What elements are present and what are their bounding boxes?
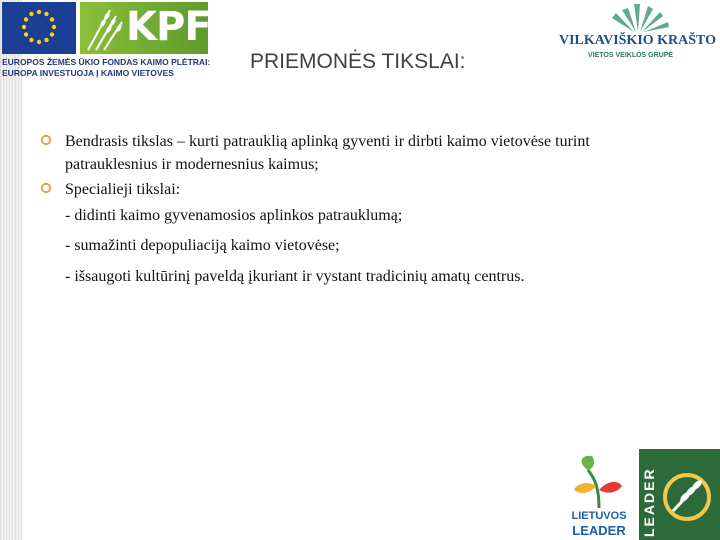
- bullet-special-goals: [40, 178, 600, 201]
- leader-emblem-icon: [661, 459, 717, 529]
- eu-kpf-logo: [0, 0, 211, 80]
- sprout-icon: [566, 450, 632, 510]
- ring-bullet-icon: [40, 182, 52, 194]
- lt-leader-line2: LEADER: [572, 523, 626, 538]
- leader-vertical-text: LEADER: [641, 467, 657, 537]
- bullet-text: Specialieji tikslai:: [65, 181, 181, 198]
- sunrise-icon: [556, 0, 720, 34]
- left-margin-decoration: [0, 0, 22, 540]
- slide-title: PRIEMONĖS TIKSLAI:: [250, 50, 466, 73]
- partner-name: VILKAVIŠKIO KRAŠTO: [559, 33, 717, 48]
- bullet-general-goal: [40, 130, 600, 176]
- kpf-brand-text: KPF: [126, 4, 211, 50]
- bullet-text: Bendrasis tikslas – kurti patrauklią aplinką gyventi ir dirbti kaimo vietovėse turint patrauklesnius ir modernesnius kaimus;: [65, 133, 590, 173]
- sub-item: - išsaugoti kultūrinį paveldą įkuriant ir vystant tradicinių amatų centrus.: [65, 268, 525, 285]
- sub-item: - sumažinti depopuliaciją kaimo vietovėse;: [65, 237, 340, 254]
- slide-content: [40, 130, 600, 288]
- lt-leader-line1: LIETUVOS: [571, 510, 627, 522]
- eu-fund-line: EUROPOS ŽEMĖS ŪKIO FONDAS KAIMO PLĖTRAI:: [2, 57, 211, 67]
- eu-flag-icon: [2, 2, 76, 54]
- partner-subtitle: VIETOS VEIKLOS GRUPĖ: [588, 52, 674, 59]
- kpf-logo-box: [80, 2, 211, 54]
- vilkaviskio-logo: [556, 0, 720, 70]
- sub-item: - didinti kaimo gyvenamosios aplinkos patrauklumą;: [65, 207, 403, 224]
- ring-bullet-icon: [40, 134, 52, 146]
- eu-invest-line: EUROPA INVESTUOJA Į KAIMO VIETOVES: [2, 68, 174, 78]
- wheat-icon: [80, 2, 126, 54]
- lietuvos-leader-logo: [566, 450, 636, 540]
- eu-leader-logo: [639, 449, 720, 540]
